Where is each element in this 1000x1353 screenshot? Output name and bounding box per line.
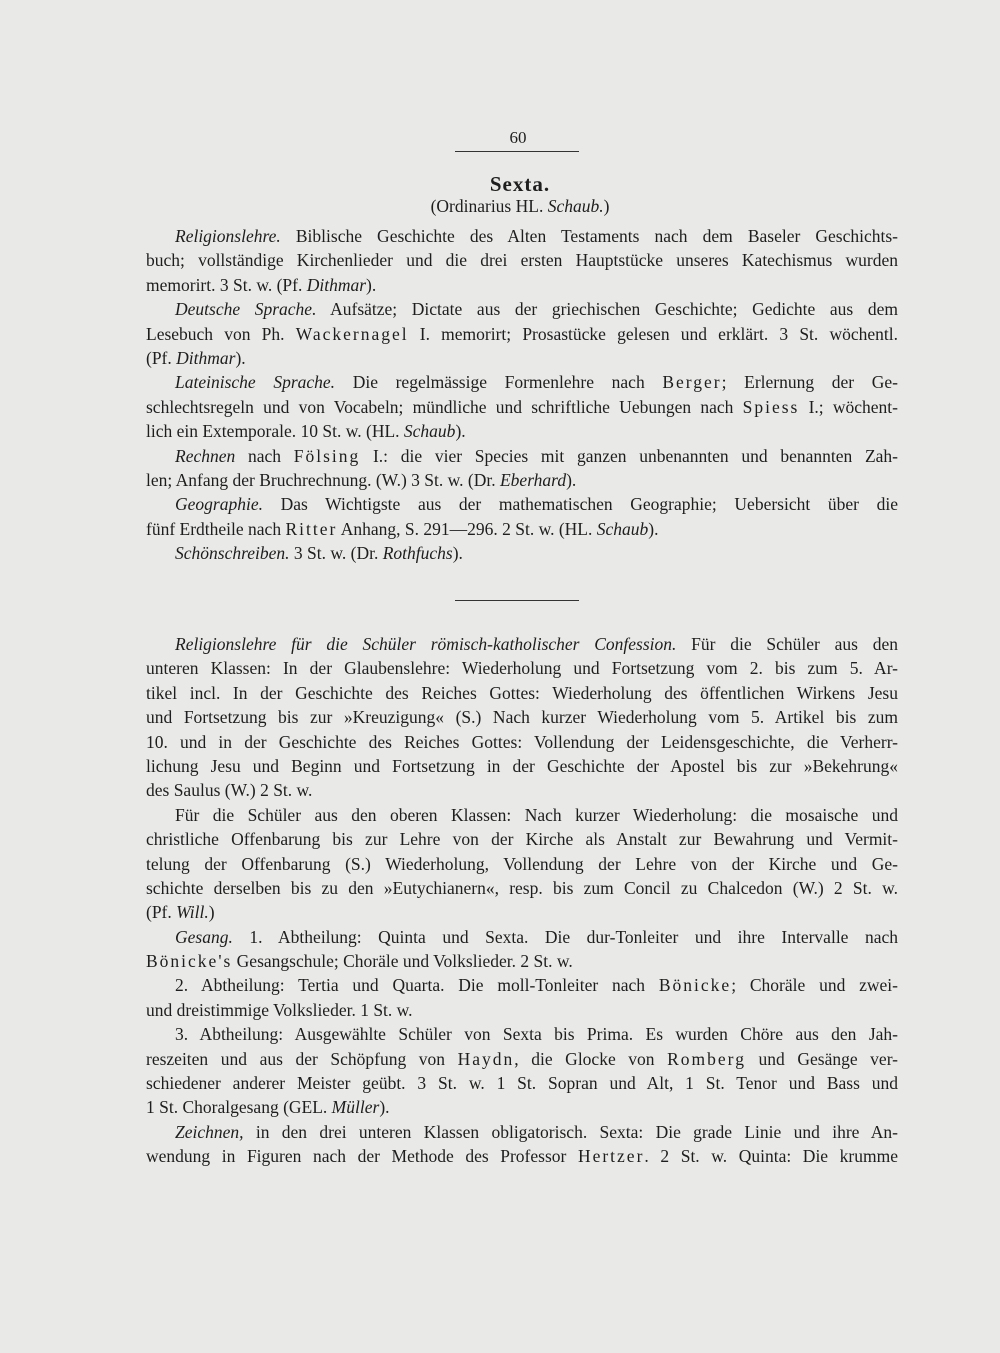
text-line xyxy=(146,395,898,419)
spaced-name: Bönicke xyxy=(658,975,732,996)
italic-text: Eberhard xyxy=(499,469,567,490)
text-run: schichte derselben bis zu den »Eutychianern«, resp. bis zum Concil zu Chalcedon (W.) 2 St. w. xyxy=(146,877,898,898)
text-run: nach xyxy=(235,445,294,466)
italic-text: Rothfuchs xyxy=(382,543,453,564)
text-line xyxy=(146,1120,898,1144)
text-run: Für die Schüler aus den xyxy=(676,634,898,654)
text-line xyxy=(146,656,898,680)
section-divider xyxy=(455,600,579,601)
text-run: und Gesänge ver- xyxy=(745,1048,898,1069)
text-run: I. memorirt; Prosastücke gelesen und erklärt. 3 St. wöchentl. xyxy=(408,323,898,344)
text-line xyxy=(146,632,898,656)
text-run: (Pf. xyxy=(146,347,177,368)
text-run: , die Glocke von xyxy=(514,1048,668,1069)
text-line xyxy=(146,730,898,754)
text-line xyxy=(146,346,898,370)
text-line xyxy=(146,1047,898,1071)
text-line xyxy=(146,273,898,297)
italic-text: Geographie. xyxy=(175,494,263,515)
italic-text: Gesang. xyxy=(175,926,233,947)
text-line xyxy=(146,1095,898,1119)
text-run: lich ein Extemporale. 10 St. w. (HL. xyxy=(146,421,404,442)
spaced-name: Wackernagel xyxy=(295,323,409,344)
text-line xyxy=(146,778,898,802)
text-run: wendung in Figuren nach der Methode des Professor xyxy=(146,1146,578,1167)
text-run: christliche Offenbarung bis zur Lehre von der Kirche als Anstalt zur Bewahrung und Vermit- xyxy=(146,829,898,850)
italic-text: Deutsche Sprache. xyxy=(175,299,317,320)
text-line xyxy=(146,852,898,876)
text-run: ). xyxy=(648,518,659,539)
text-run: tikel incl. In der Geschichte des Reiches Gottes: Wiederholung des öffentlichen Wirkens Jesu xyxy=(146,682,898,703)
text-run: schlechtsregeln und von Vocabeln; mündliche und schriftliche Uebungen nach xyxy=(146,396,743,417)
subtitle-post: ) xyxy=(603,196,610,216)
text-run: . 2 St. w. Quinta: Die krumme xyxy=(644,1146,898,1167)
text-run: Für die Schüler aus den oberen Klassen: Nach kurzer Wiederholung: die mosaische und xyxy=(175,804,898,825)
text-run: ). xyxy=(455,421,466,442)
text-line xyxy=(146,705,898,729)
text-run: 3. Abtheilung: Ausgewählte Schüler von Sexta bis Prima. Es wurden Chöre aus den Jah- xyxy=(175,1024,898,1045)
text-run: 1 St. Choralgesang (GEL. xyxy=(146,1097,332,1118)
italic-text: Zeichnen, xyxy=(175,1121,244,1142)
italic-text: Schaub xyxy=(403,421,456,442)
text-run: Gesangschule; Choräle und Volkslieder. 2 St. w. xyxy=(232,951,573,972)
text-run: ) xyxy=(208,902,215,923)
text-run: len; Anfang der Bruchrechnung. (W.) 3 St. w. (Dr. xyxy=(146,469,500,490)
additional-subjects xyxy=(146,632,898,1169)
text-line xyxy=(146,370,898,394)
text-line xyxy=(146,419,898,443)
spaced-name: Bönicke's xyxy=(146,951,233,972)
italic-text: Will. xyxy=(176,902,209,923)
text-run: reszeiten und aus der Schöpfung von xyxy=(146,1048,458,1069)
text-run: telung der Offenbarung (S.) Wiederholung, Vollendung der Lehre von der Kirche und Ge- xyxy=(146,853,898,874)
text-run: ). xyxy=(452,543,463,564)
text-line xyxy=(146,248,898,272)
text-line xyxy=(146,925,898,949)
spaced-name: Ritter xyxy=(285,518,338,539)
text-run: ; Erlernung der Ge- xyxy=(721,372,898,393)
text-line xyxy=(146,1071,898,1095)
italic-text: Rechnen xyxy=(175,445,236,466)
text-run: ). xyxy=(366,274,377,295)
text-line xyxy=(146,468,898,492)
text-line xyxy=(146,900,898,924)
italic-text: Lateinische Sprache. xyxy=(175,372,336,393)
text-run: Aufsätze; Dictate aus der griechischen Geschichte; Gedichte aus dem xyxy=(316,299,898,320)
text-run: I.; wöchent- xyxy=(799,396,898,417)
text-line xyxy=(146,754,898,778)
text-run: memorirt. 3 St. w. (Pf. xyxy=(146,274,307,295)
sexta-curriculum xyxy=(146,224,898,565)
text-line xyxy=(146,681,898,705)
text-run: in den drei unteren Klassen obligatorisch. Sexta: Die grade Linie und ihre An- xyxy=(243,1121,898,1142)
text-line xyxy=(146,224,898,248)
text-line xyxy=(146,949,898,973)
text-run: ). xyxy=(235,347,246,368)
text-line xyxy=(146,517,898,541)
spaced-name: Haydn xyxy=(457,1048,515,1069)
text-run: Biblische Geschichte des Alten Testaments nach dem Baseler Geschichts- xyxy=(280,226,898,246)
text-line xyxy=(146,322,898,346)
text-line xyxy=(146,297,898,321)
italic-text: Religionslehre für die Schüler römisch-katholischer Confession. xyxy=(175,634,677,654)
text-run: Die regelmässige Formenlehre nach xyxy=(335,372,663,393)
text-run: ). xyxy=(379,1097,390,1118)
text-line xyxy=(146,998,898,1022)
text-run: fünf Erdtheile nach xyxy=(146,518,286,539)
spaced-name: Romberg xyxy=(667,1048,746,1069)
text-run: Anhang, S. 291—296. 2 St. w. (HL. xyxy=(337,518,597,539)
subtitle-pre: (Ordinarius HL. xyxy=(430,196,548,216)
text-run: 2. Abtheilung: Tertia und Quarta. Die moll-Tonleiter nach xyxy=(175,975,659,996)
page-number: 60 xyxy=(509,128,527,147)
text-line xyxy=(146,876,898,900)
text-line xyxy=(146,541,898,565)
text-run: lichung Jesu und Beginn und Fortsetzung in der Geschichte der Apostel bis zur »Bekehrung« xyxy=(146,755,898,776)
spaced-name: Berger xyxy=(662,372,722,393)
section-title: Sexta. xyxy=(489,172,551,196)
text-run: schiedener anderer Meister geübt. 3 St. w. 1 St. Sopran und Alt, 1 St. Tenor und Bass und xyxy=(146,1073,898,1094)
italic-text: Dithmar xyxy=(306,274,367,295)
text-run: und Fortsetzung bis zur »Kreuzigung« (S.) Nach kurzer Wiederholung vom 5. Artikel bis zum xyxy=(146,707,898,728)
italic-text: Schönschreiben. xyxy=(175,543,290,564)
text-run: (Pf. xyxy=(146,902,177,923)
text-line xyxy=(146,1144,898,1168)
italic-text: Schaub xyxy=(596,518,649,539)
text-line xyxy=(146,973,898,997)
text-run: ; Choräle und zwei- xyxy=(731,975,898,996)
text-line xyxy=(146,803,898,827)
text-line xyxy=(146,444,898,468)
text-run: 1. Abtheilung: Quinta und Sexta. Die dur-Tonleiter und ihre Intervalle nach xyxy=(232,926,898,947)
spaced-name: Spiess xyxy=(742,396,800,417)
italic-text: Müller xyxy=(331,1097,380,1118)
text-line xyxy=(146,492,898,516)
text-run: ). xyxy=(566,469,577,490)
text-run: des Saulus (W.) 2 St. w. xyxy=(146,780,313,801)
italic-text: Religionslehre. xyxy=(175,226,281,246)
text-run: unteren Klassen: In der Glaubenslehre: Wiederholung und Fortsetzung vom 2. bis zum 5. Ar- xyxy=(146,658,898,679)
header-rule xyxy=(455,151,579,152)
text-run: Lesebuch von Ph. xyxy=(146,323,296,344)
italic-text: Dithmar xyxy=(176,347,236,368)
spaced-name: Fölsing xyxy=(293,445,361,466)
text-run: buch; vollständige Kirchenlieder und die drei ersten Hauptstücke unseres Katechismus wurden xyxy=(146,250,898,271)
text-line xyxy=(146,827,898,851)
text-line xyxy=(146,1022,898,1046)
text-run: Das Wichtigste aus der mathematischen Geographie; Uebersicht über die xyxy=(262,494,898,515)
text-run: I.: die vier Species mit ganzen unbenannten und benannten Zah- xyxy=(360,445,898,466)
subtitle-name: Schaub. xyxy=(547,196,604,216)
text-run: und dreistimmige Volkslieder. 1 St. w. xyxy=(146,999,413,1020)
spaced-name: Hertzer xyxy=(577,1146,645,1167)
text-run: 3 St. w. (Dr. xyxy=(289,543,383,564)
text-run: 10. und in der Geschichte des Reiches Gottes: Vollendung der Leidensgeschichte, die Verherr- xyxy=(146,731,898,752)
section-subtitle xyxy=(0,196,1000,217)
